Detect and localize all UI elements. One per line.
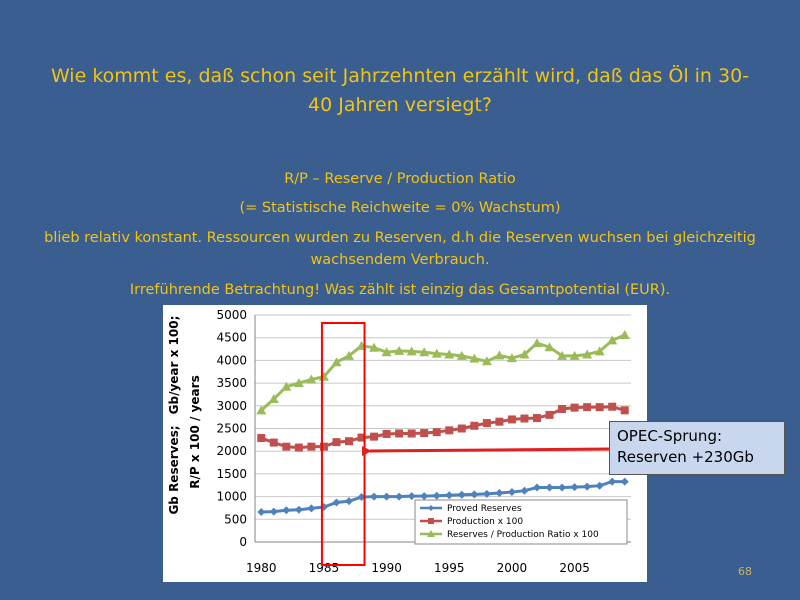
legend-label: Proved Reserves (447, 504, 522, 514)
y-tick-label: 4000 (216, 353, 247, 368)
y-tick-label: 5000 (216, 308, 247, 322)
x-tick-label: 1985 (308, 561, 340, 575)
legend-label: Reserves / Production Ratio x 100 (447, 530, 599, 540)
callout-arrow (370, 449, 609, 451)
y-axis-label-1: Gb Reserves; (167, 425, 181, 515)
x-tick-label: 2000 (496, 561, 528, 575)
x-tick-label: 1980 (245, 561, 277, 575)
callout-line-2: Reserven +230Gb (617, 448, 754, 466)
y-tick-label: 1500 (216, 466, 247, 481)
y-tick-label: 500 (224, 512, 247, 527)
y-tick-label: 2500 (216, 421, 247, 436)
eur-statement: Irreführende Betrachtung! Was zählt ist einzig das Gesamtpotential (EUR). (129, 282, 671, 298)
x-tick-label: 1990 (371, 561, 402, 575)
y-tick-label: 0 (239, 535, 247, 549)
slide-title: Wie kommt es, daß schon seit Jahrzehnten erzählt wird, daß das Öl in 30-40 Jahren versiegt? (50, 65, 750, 116)
rp-ratio-explanation: blieb relativ konstant. Ressourcen wurden zu Reserven, d.h die Reserven wuchsen bei gleichzeitig wachsendem Verbrauch. (44, 230, 756, 268)
y-tick-label: 2000 (216, 444, 247, 459)
y-tick-label: 4500 (216, 330, 247, 345)
y-axis-label-1b: Gb/year x 100; (167, 315, 181, 415)
x-tick-label: 1995 (433, 561, 465, 575)
y-tick-label: 3500 (216, 376, 247, 391)
callout-line-1: OPEC-Sprung: (617, 427, 723, 445)
rp-ratio-definition: (= Statistische Reichweite = 0% Wachstum) (239, 200, 561, 216)
y-axis-label-2: R/P x 100 / years (188, 375, 202, 489)
x-tick-label: 2005 (559, 561, 590, 575)
page-number: 68 (738, 565, 752, 578)
legend-label: Production x 100 (447, 517, 524, 527)
rp-ratio-heading: R/P – Reserve / Production Ratio (284, 171, 516, 187)
y-tick-label: 1000 (216, 489, 247, 504)
y-tick-label: 3000 (216, 398, 247, 413)
